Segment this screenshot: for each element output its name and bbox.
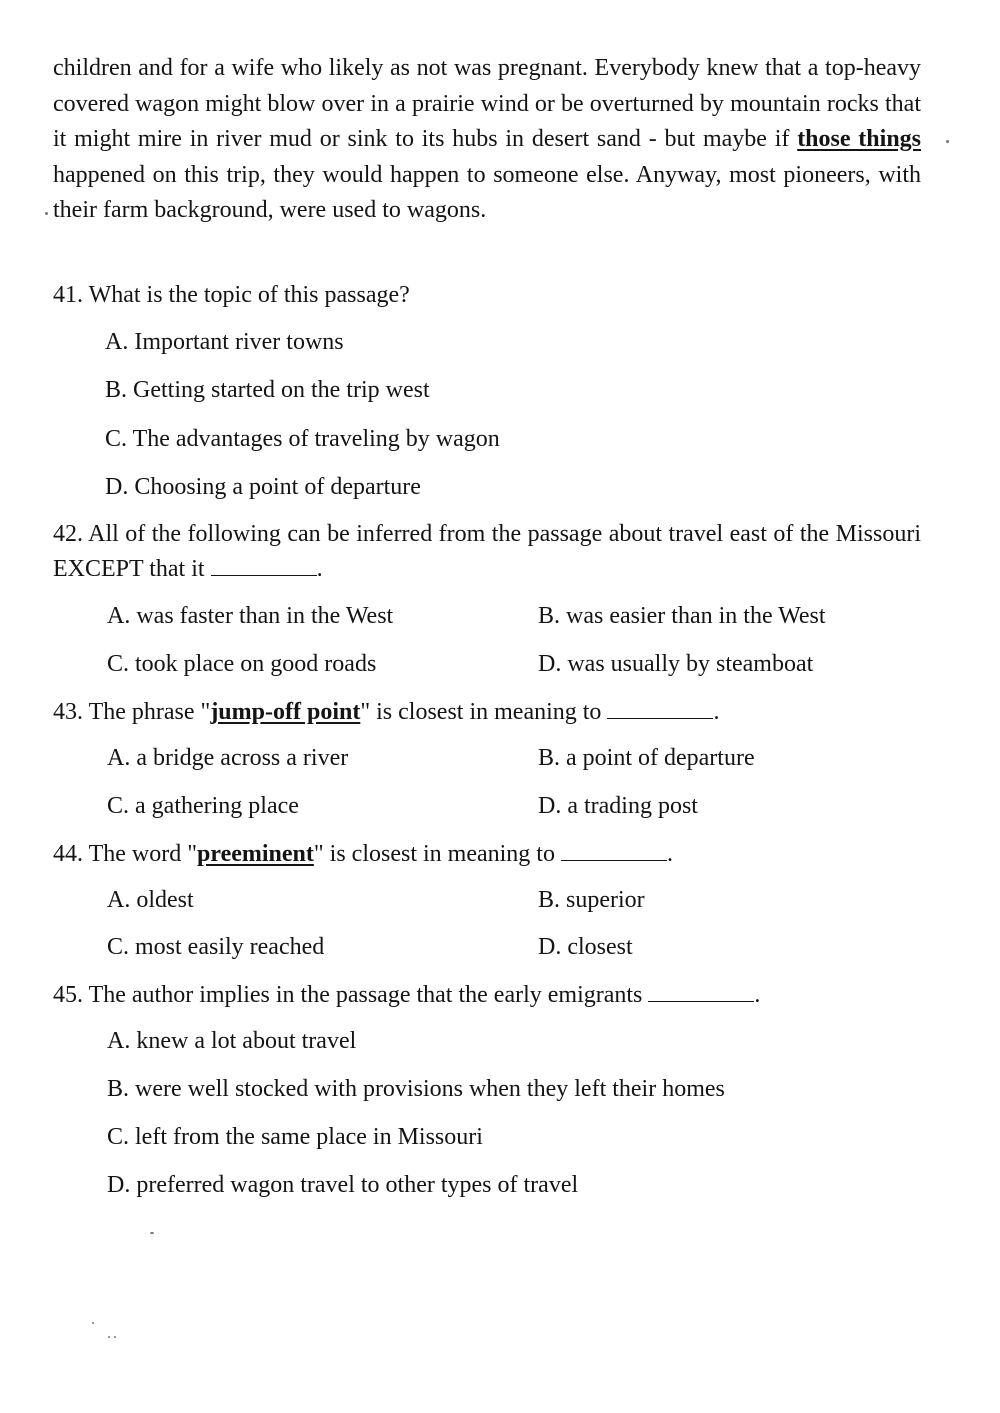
question-41-option-a[interactable]: A. Important river towns (105, 329, 344, 355)
reading-passage (53, 51, 921, 229)
question-45-option-a[interactable]: A. knew a lot about travel (107, 1028, 357, 1054)
question-43-stem (53, 695, 921, 730)
question-43-answer-blank[interactable] (607, 698, 713, 719)
question-41-option-d[interactable]: D. Choosing a point of departure (105, 474, 421, 500)
scan-speck (150, 1232, 154, 1234)
question-43-option-c[interactable]: C. a gathering place (107, 793, 299, 819)
question-42-text: 42. All of the following can be inferred from the passage about travel east of the Missouri EXCEPT that it (53, 521, 921, 582)
question-44-option-d[interactable]: D. closest (538, 934, 633, 960)
question-42-answer-blank[interactable] (211, 555, 317, 576)
question-42-option-c[interactable]: C. took place on good roads (107, 651, 377, 677)
passage-paragraph (53, 51, 921, 229)
scan-speck (114, 1336, 116, 1338)
question-45-answer-blank[interactable] (648, 981, 754, 1002)
passage-text-end: happened on this trip, they would happen to someone else. Anyway, most pioneers, with their farm background, were used to wagons. (53, 161, 921, 224)
question-44-option-a[interactable]: A. oldest (107, 887, 194, 913)
scan-speck (108, 1336, 110, 1338)
question-42-period: . (316, 556, 323, 582)
question-44-keyword: preeminent (197, 841, 314, 867)
question-43-text-start: 43. The phrase " (53, 699, 211, 725)
scan-speck (92, 1322, 94, 1324)
question-43-text-end: " is closest in meaning to (360, 699, 602, 725)
scan-speck (946, 140, 949, 143)
question-45-option-b[interactable]: B. were well stocked with provisions when they left their homes (107, 1076, 725, 1102)
question-41-option-c[interactable]: C. The advantages of traveling by wagon (105, 426, 500, 452)
passage-text-start: children and for a wife who likely as not was pregnant. Everybody knew that a top-heavy covered wagon might blow over in a prairie wind or be overturned by mountain rocks that it might mire in river mud or sink to its hubs in desert sand - but maybe if (53, 55, 921, 153)
question-42-option-a[interactable]: A. was faster than in the West (107, 603, 394, 629)
question-43-option-d[interactable]: D. a trading post (538, 793, 698, 819)
passage-highlight: those things (797, 126, 922, 153)
question-43-period: . (713, 699, 720, 725)
scan-speck (45, 212, 48, 215)
question-42-option-b[interactable]: B. was easier than in the West (538, 603, 826, 629)
question-43-option-a[interactable]: A. a bridge across a river (107, 745, 349, 771)
question-43-keyword: jump-off point (210, 699, 361, 725)
question-45-text: 45. The author implies in the passage that the early emigrants (53, 982, 643, 1008)
question-41-stem (53, 278, 921, 313)
question-44-text-end: " is closest in meaning to (313, 841, 555, 867)
question-42-stem (53, 517, 921, 587)
question-45-option-c[interactable]: C. left from the same place in Missouri (107, 1124, 483, 1150)
question-44-option-c[interactable]: C. most easily reached (107, 934, 325, 960)
question-41-option-b[interactable]: B. Getting started on the trip west (105, 377, 430, 403)
question-44-period: . (666, 841, 673, 867)
question-41-text: 41. What is the topic of this passage? (53, 282, 410, 308)
question-44-answer-blank[interactable] (561, 840, 667, 861)
question-44-text-start: 44. The word " (53, 841, 197, 867)
question-45-period: . (754, 982, 761, 1008)
question-45-stem (53, 978, 921, 1013)
question-45-option-d[interactable]: D. preferred wagon travel to other types of travel (107, 1172, 579, 1198)
question-42-option-d[interactable]: D. was usually by steamboat (538, 651, 814, 677)
question-44-option-b[interactable]: B. superior (538, 887, 645, 913)
question-43-option-b[interactable]: B. a point of departure (538, 745, 755, 771)
question-44-stem (53, 837, 921, 872)
